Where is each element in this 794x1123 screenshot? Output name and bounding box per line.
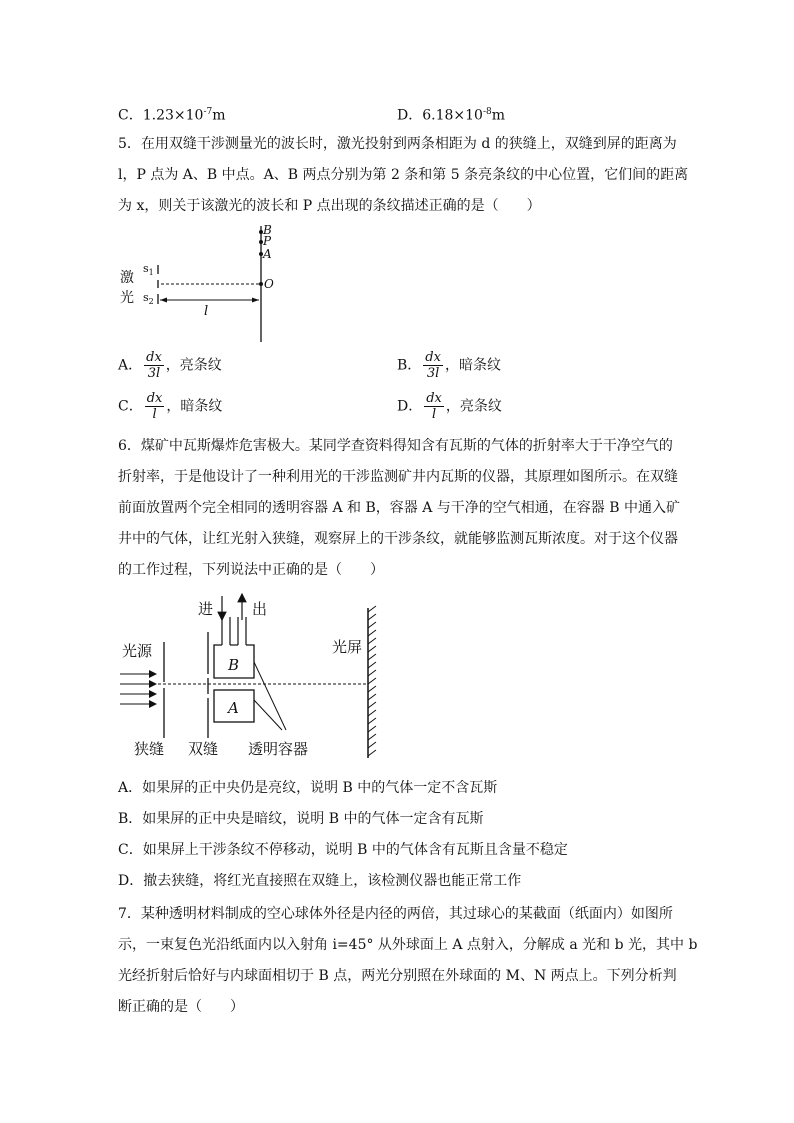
option-value: 6.18×10: [422, 107, 483, 124]
label-out: 出: [252, 600, 268, 618]
label-o: O: [264, 277, 274, 291]
q7-stem-line-3: 光经折射后恰好与内球面相切于 B 点，两光分别照在外球面的 M、N 两点上。下列分析判: [118, 968, 677, 984]
label-s1: $s_1$: [143, 262, 154, 277]
option-unit: m: [212, 107, 226, 124]
label-l: l: [204, 304, 209, 319]
label-s2: $s_2$: [143, 291, 154, 306]
label-laser-1: 激: [120, 270, 134, 286]
option-label: C．: [118, 107, 143, 124]
label-screen: 光屏: [332, 638, 363, 656]
q4-option-d: [397, 102, 505, 126]
q7-stem-line-1: 7．某种透明材料制成的空心球体外径是内径的两倍，其过球心的某截面（纸面内）如图所: [118, 906, 673, 922]
option-label: C．: [118, 398, 143, 415]
q6-option-a: A．如果屏的正中央仍是亮纹，说明 B 中的气体一定不含瓦斯: [118, 780, 498, 796]
label-b: B: [263, 223, 272, 237]
point-o-dot: [259, 282, 263, 286]
q6-stem-line-5: 的工作过程，下列说法中正确的是（ ）: [118, 562, 384, 578]
q7-stem-line-2: 示，一束复色光沿纸面内以入射角 i=45° 从外球面上 A 点射入，分解成 a 光和 b 光，其中 b: [118, 937, 698, 953]
fraction: [424, 391, 444, 422]
fraction-denominator: 3l: [426, 366, 440, 381]
label-container-a: A: [228, 699, 239, 717]
q6-stem-line-4: 井中的气体，让红光射入狭缝，观察屏上的干涉条纹，就能够监测瓦斯浓度。对于这个仪器: [118, 531, 678, 547]
q5-stem-line-1: 5．在用双缝干涉测量光的波长时，激光投射到两条相距为 d 的狭缝上，双缝到屏的距离为: [118, 136, 677, 152]
label-double-slit: 双缝: [188, 740, 219, 758]
label-in: 进: [198, 600, 214, 618]
fraction-numerator: dx: [426, 391, 442, 406]
fraction: [423, 350, 443, 381]
label-a: A: [263, 247, 272, 261]
q5-stem-line-2: l，P 点为 A、B 中点。A、B 两点分别为第 2 条和第 5 条亮条纹的中心位置，它们间的距离: [118, 167, 689, 183]
option-unit: m: [491, 107, 506, 124]
fraction-denominator: l: [431, 407, 437, 422]
q4-option-c: [118, 102, 226, 126]
fraction: [144, 350, 164, 381]
option-exponent: -8: [482, 107, 492, 117]
q5-option-d: [397, 391, 502, 422]
fraction-denominator: 3l: [147, 366, 161, 381]
option-text: ，暗条纹: [166, 398, 223, 415]
label-container-b: B: [228, 656, 240, 674]
option-value: 1.23×10: [142, 107, 204, 124]
fraction-numerator: dx: [146, 391, 163, 406]
label-laser-2: 光: [120, 290, 134, 306]
option-label: B．: [397, 357, 422, 374]
q6-option-b: B．如果屏的正中央是暗纹，说明 B 中的气体一定含有瓦斯: [118, 811, 484, 827]
option-text: ，亮条纹: [445, 398, 502, 415]
label-p: P: [263, 234, 272, 248]
option-text: ，暗条纹: [444, 357, 501, 374]
fraction-numerator: dx: [146, 350, 162, 365]
label-transparent-container: 透明容器: [248, 740, 309, 758]
option-label: A．: [118, 357, 143, 374]
fraction-denominator: l: [152, 407, 157, 422]
fraction: [145, 391, 165, 422]
fraction-numerator: dx: [425, 350, 441, 365]
q6-stem-line-2: 折射率，于是他设计了一种利用光的干涉监测矿井内瓦斯的仪器，其原理如图所示。在双缝: [118, 469, 678, 485]
q5-double-slit-diagram: [116, 222, 286, 347]
option-label: D．: [397, 107, 423, 124]
q5-option-c: [118, 391, 222, 422]
label-single-slit: 狭缝: [134, 740, 165, 758]
q5-stem-line-3: 为 x，则关于该激光的波长和 P 点出现的条纹描述正确的是（ ）: [118, 198, 541, 214]
q5-option-a: [118, 350, 222, 381]
q6-stem-line-1: 6．煤矿中瓦斯爆炸危害极大。某同学查资料得知含有瓦斯的气体的折射率大于干净空气的: [118, 438, 673, 454]
label-light-source: 光源: [122, 642, 153, 660]
option-text: ，亮条纹: [165, 357, 222, 374]
q6-gas-monitor-diagram: [118, 590, 388, 768]
q6-option-c: C．如果屏上干涉条纹不停移动，说明 B 中的气体含有瓦斯且含量不稳定: [118, 842, 568, 858]
option-exponent: -7: [203, 107, 213, 117]
q6-stem-line-3: 前面放置两个完全相同的透明容器 A 和 B，容器 A 与干净的空气相通，在容器 B 中通入矿: [118, 500, 680, 516]
q7-stem-line-4: 断正确的是（ ）: [118, 999, 244, 1015]
q6-option-d: D．撤去狭缝，将红光直接照在双缝上，该检测仪器也能正常工作: [118, 873, 522, 889]
q5-option-b: [397, 350, 501, 381]
option-label: D．: [397, 398, 423, 415]
